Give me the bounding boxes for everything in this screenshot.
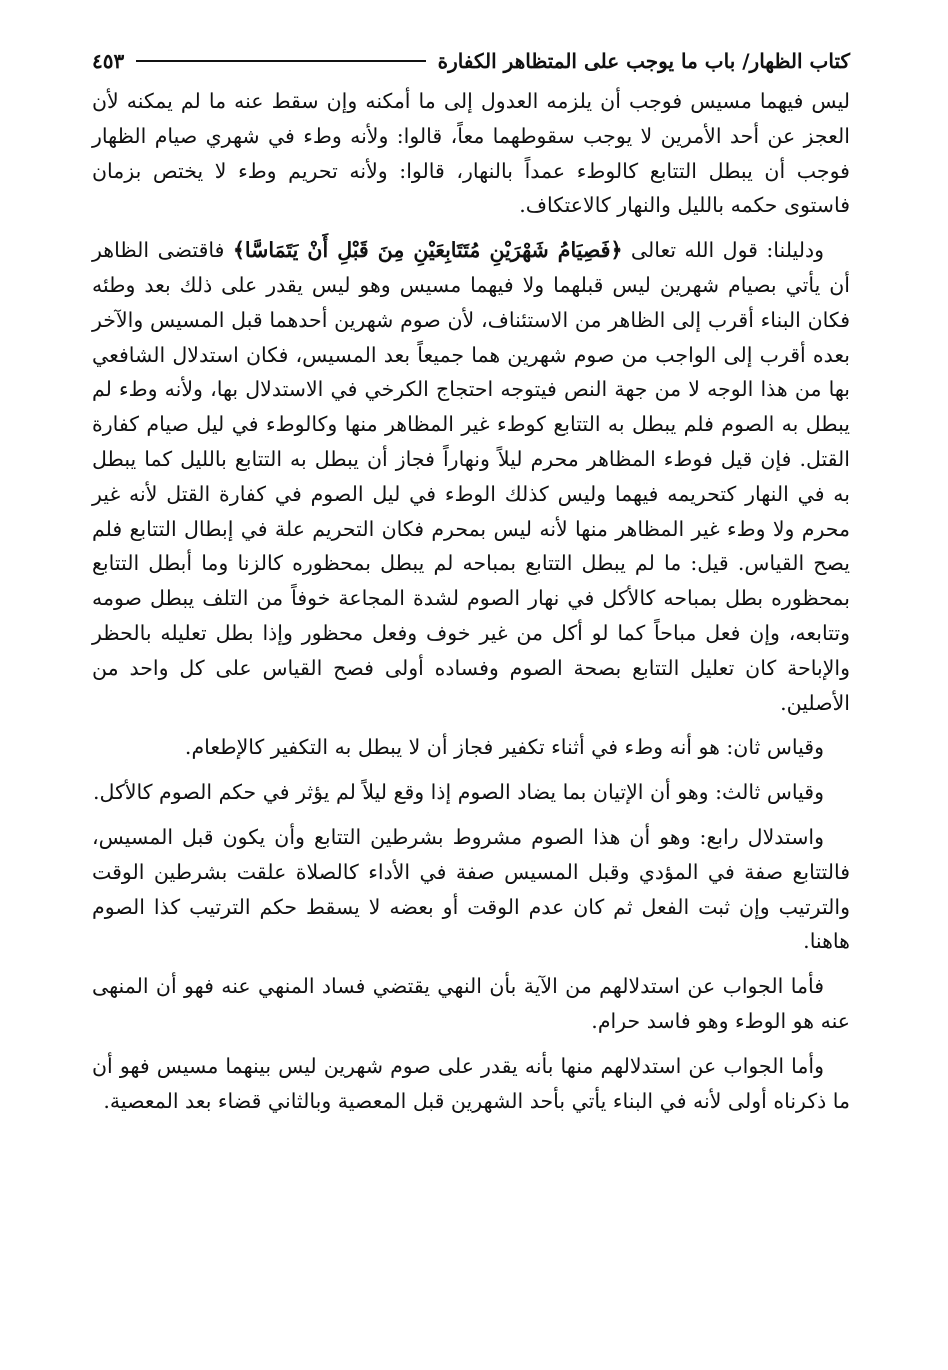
paragraph-rest: فاقتضى الظاهر أن يأتي بصيام شهرين ليس قبلهما ولا فيهما مسيس وهو ليس يقدر على ذلك بعد وطئه فكان البناء أقرب إلى الظاهر من الاستئناف، لأن صوم شهرين أحدهما قبل المسيس والآخر بعده أقرب إلى الواجب من صوم شهرين هما جميعاً بعد المسيس، فكان استدلال الشافعي بها من هذا الوجه لا من جهة النص فيتوجه احتجاج الكرخي في الاستدلال بها، ولأنه وطء لم يبطل به الصوم فلم يبطل به التتابع كوطء غير المظاهر منها وكالوطء في ليل صيام كفارة القتل. فإن قيل فوطء المظاهر محرم ليلاً ونهاراً فجاز أن يبطل به التتابع بالليل كما يبطل به في النهار كتحريمه فيهما وليس كذلك الوطء في ليل الصوم في كفارة القتل لأنه غير محرم ولا وطء غير المظاهر منها لأنه ليس بمحرم فكان التحريم علة في إبطال التتابع فلم يصح القياس. قيل: ما لم يبطل التتابع بمباحه لم يبطل بمحظوره كالزنا وما أبطل التتابع بمحظوره بطل بمباحه كالأكل في نهار الصوم لشدة المجاعة خوفاً من التلف يبطل صومه وتتابعه، وإن فعل مباحاً كما لو أكل من غير خوف وفعل محظور وإذا بطل تعليله بالحظر والإباحة كان تعليل التتابع بصحة الصوم وفساده أولى فصح القياس على كل واحد من الأصلين. (92, 238, 850, 715)
paragraph (92, 233, 850, 720)
header-rule (136, 60, 425, 62)
paragraph: وقياس ثان: هو أنه وطء في أثناء تكفير فجاز أن لا يبطل به التكفير كالإطعام. (184, 735, 824, 760)
paragraph: وأما الجواب عن استدلالهم منها بأنه يقدر على صوم شهرين ليس بينهما مسيس فهو أن ما ذكرناه أولى لأنه في البناء يأتي بأحد الشهرين قبل المعصية وبالثاني قضاء بعد المعصية. (92, 1053, 850, 1113)
paragraph: فأما الجواب عن استدلالهم من الآية بأن النهي يقتضي فساد المنهي عنه فهو أن المنهى عنه هو الوطء وهو فاسد حرام. (92, 974, 850, 1033)
header-title: كتاب الظهار/ باب ما يوجب على المتظاهر الكفارة (437, 49, 850, 73)
body-text (92, 84, 850, 1128)
paragraph: وقياس ثالث: وهو أن الإتيان بما يضاد الصوم إذا وقع ليلاً لم يؤثر في حكم الصوم كالأكل. (93, 780, 824, 805)
paragraph-lead: ودليلنا: قول الله تعالى (622, 238, 824, 263)
quran-verse: ﴿فَصِيَامُ شَهْرَيْنِ مُتَتَابِعَيْنِ مِنَ قَبْلِ أَنْ يَتَمَاسَّا﴾ (232, 238, 623, 263)
paragraph: واستدلال رابع: وهو أن هذا الصوم مشروط بشرطين التتابع وأن يكون قبل المسيس، فالتتابع صفة في المؤدي وقبل المسيس صفة في الأداء كالصلاة علقت بشرطين الوقت والترتيب وإن ثبت الفعل ثم كان عدم الوقت أو بعضه لا يسقط حكم الترتيب كذا الصوم هاهنا. (92, 824, 850, 954)
paragraph: ليس فيهما مسيس فوجب أن يلزمه العدول إلى ما أمكنه وإن سقط عنه ما لم يمكنه لأن العجز عن أحد الأمرين لا يوجب سقوطهما معاً، قالوا: ولأنه وطء في شهري صيام الظهار فوجب أن يبطل التتابع كالوطء عمداً بالنهار، قالوا: ولأنه تحريم وطء لا يختص بزمان فاستوى حكمه بالليل والنهار كالاعتكاف. (92, 89, 850, 218)
page-number: ٤٥٣ (92, 49, 125, 73)
running-header (92, 44, 850, 78)
